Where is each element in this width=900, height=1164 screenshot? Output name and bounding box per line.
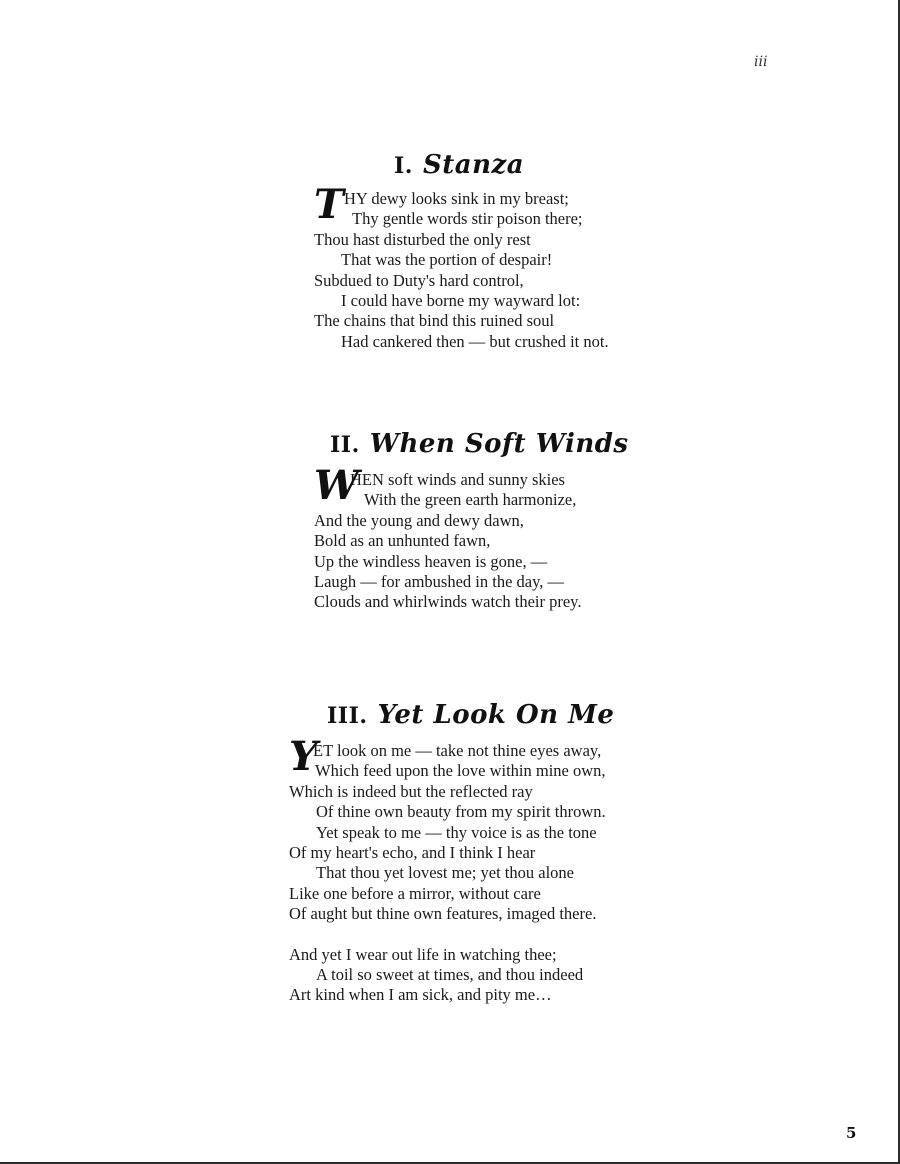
drop-cap: Y (289, 733, 318, 780)
poem-number: II. (330, 432, 360, 458)
poem-line: Like one before a mirror, without care (289, 883, 541, 903)
poem-title (289, 700, 614, 731)
stanza (314, 462, 629, 613)
poem-line: That was the portion of despair! (341, 250, 553, 270)
poem-line: Thou hast disturbed the only rest (314, 229, 531, 249)
poem-line: HEN soft winds and sunny skies (350, 470, 565, 489)
poem-title (314, 150, 609, 181)
page-number: 5 (846, 1124, 857, 1142)
poem-line: Art kind when I am sick, and pity me… (289, 985, 552, 1005)
poem-line: Which is indeed but the reflected ray (289, 781, 533, 801)
poem-title (314, 429, 629, 460)
poem-line: Clouds and whirlwinds watch their prey. (314, 592, 582, 612)
poem-line: Had cankered then — but crushed it not. (341, 331, 609, 351)
poem-line: And yet I wear out life in watching thee; (289, 944, 557, 964)
drop-cap: W (314, 462, 359, 509)
poem-title-text: Stanza (422, 150, 525, 180)
roman-page-number: iii (754, 54, 768, 70)
poem-line: A toil so sweet at times, and thou indeed (316, 964, 584, 984)
poem-3 (289, 700, 614, 1006)
stanza (314, 181, 609, 352)
poem-line: With the green earth harmonize, (364, 490, 577, 510)
poem-line: And the young and dewy dawn, (314, 510, 524, 530)
stanza (289, 733, 614, 1006)
poem-line: Of my heart's echo, and I think I hear (289, 842, 536, 862)
poem-line: Up the windless heaven is gone, — (314, 551, 548, 571)
poem-title-text: Yet Look On Me (377, 700, 615, 730)
poem-line: Thy gentle words stir poison there; (352, 209, 583, 229)
poem-number: III. (327, 703, 368, 729)
poem-line: Bold as an unhunted fawn, (314, 531, 491, 551)
poem-line: Yet speak to me — thy voice is as the tone (316, 822, 597, 842)
poem-line: Subdued to Duty's hard control, (314, 270, 524, 290)
poem-line: HY dewy looks sink in my breast; (344, 189, 569, 208)
poem-line: Of thine own beauty from my spirit thrown. (316, 802, 606, 822)
poem-title-text: When Soft Winds (369, 429, 629, 459)
poem-number: I. (394, 153, 413, 179)
poem-2 (314, 429, 629, 613)
poem-1 (314, 150, 609, 352)
poem-line: That thou yet lovest me; yet thou alone (316, 863, 574, 883)
drop-cap: T (314, 181, 344, 228)
poem-line: Laugh — for ambushed in the day, — (314, 571, 565, 591)
poem-line: I could have borne my wayward lot: (341, 290, 581, 310)
stanza-break (289, 925, 614, 945)
poem-line: ET look on me — take not thine eyes away, (313, 741, 602, 760)
poem-line: Of aught but thine own features, imaged there. (289, 904, 597, 924)
poem-line: Which feed upon the love within mine own, (315, 761, 606, 781)
poem-line: The chains that bind this ruined soul (314, 311, 555, 331)
